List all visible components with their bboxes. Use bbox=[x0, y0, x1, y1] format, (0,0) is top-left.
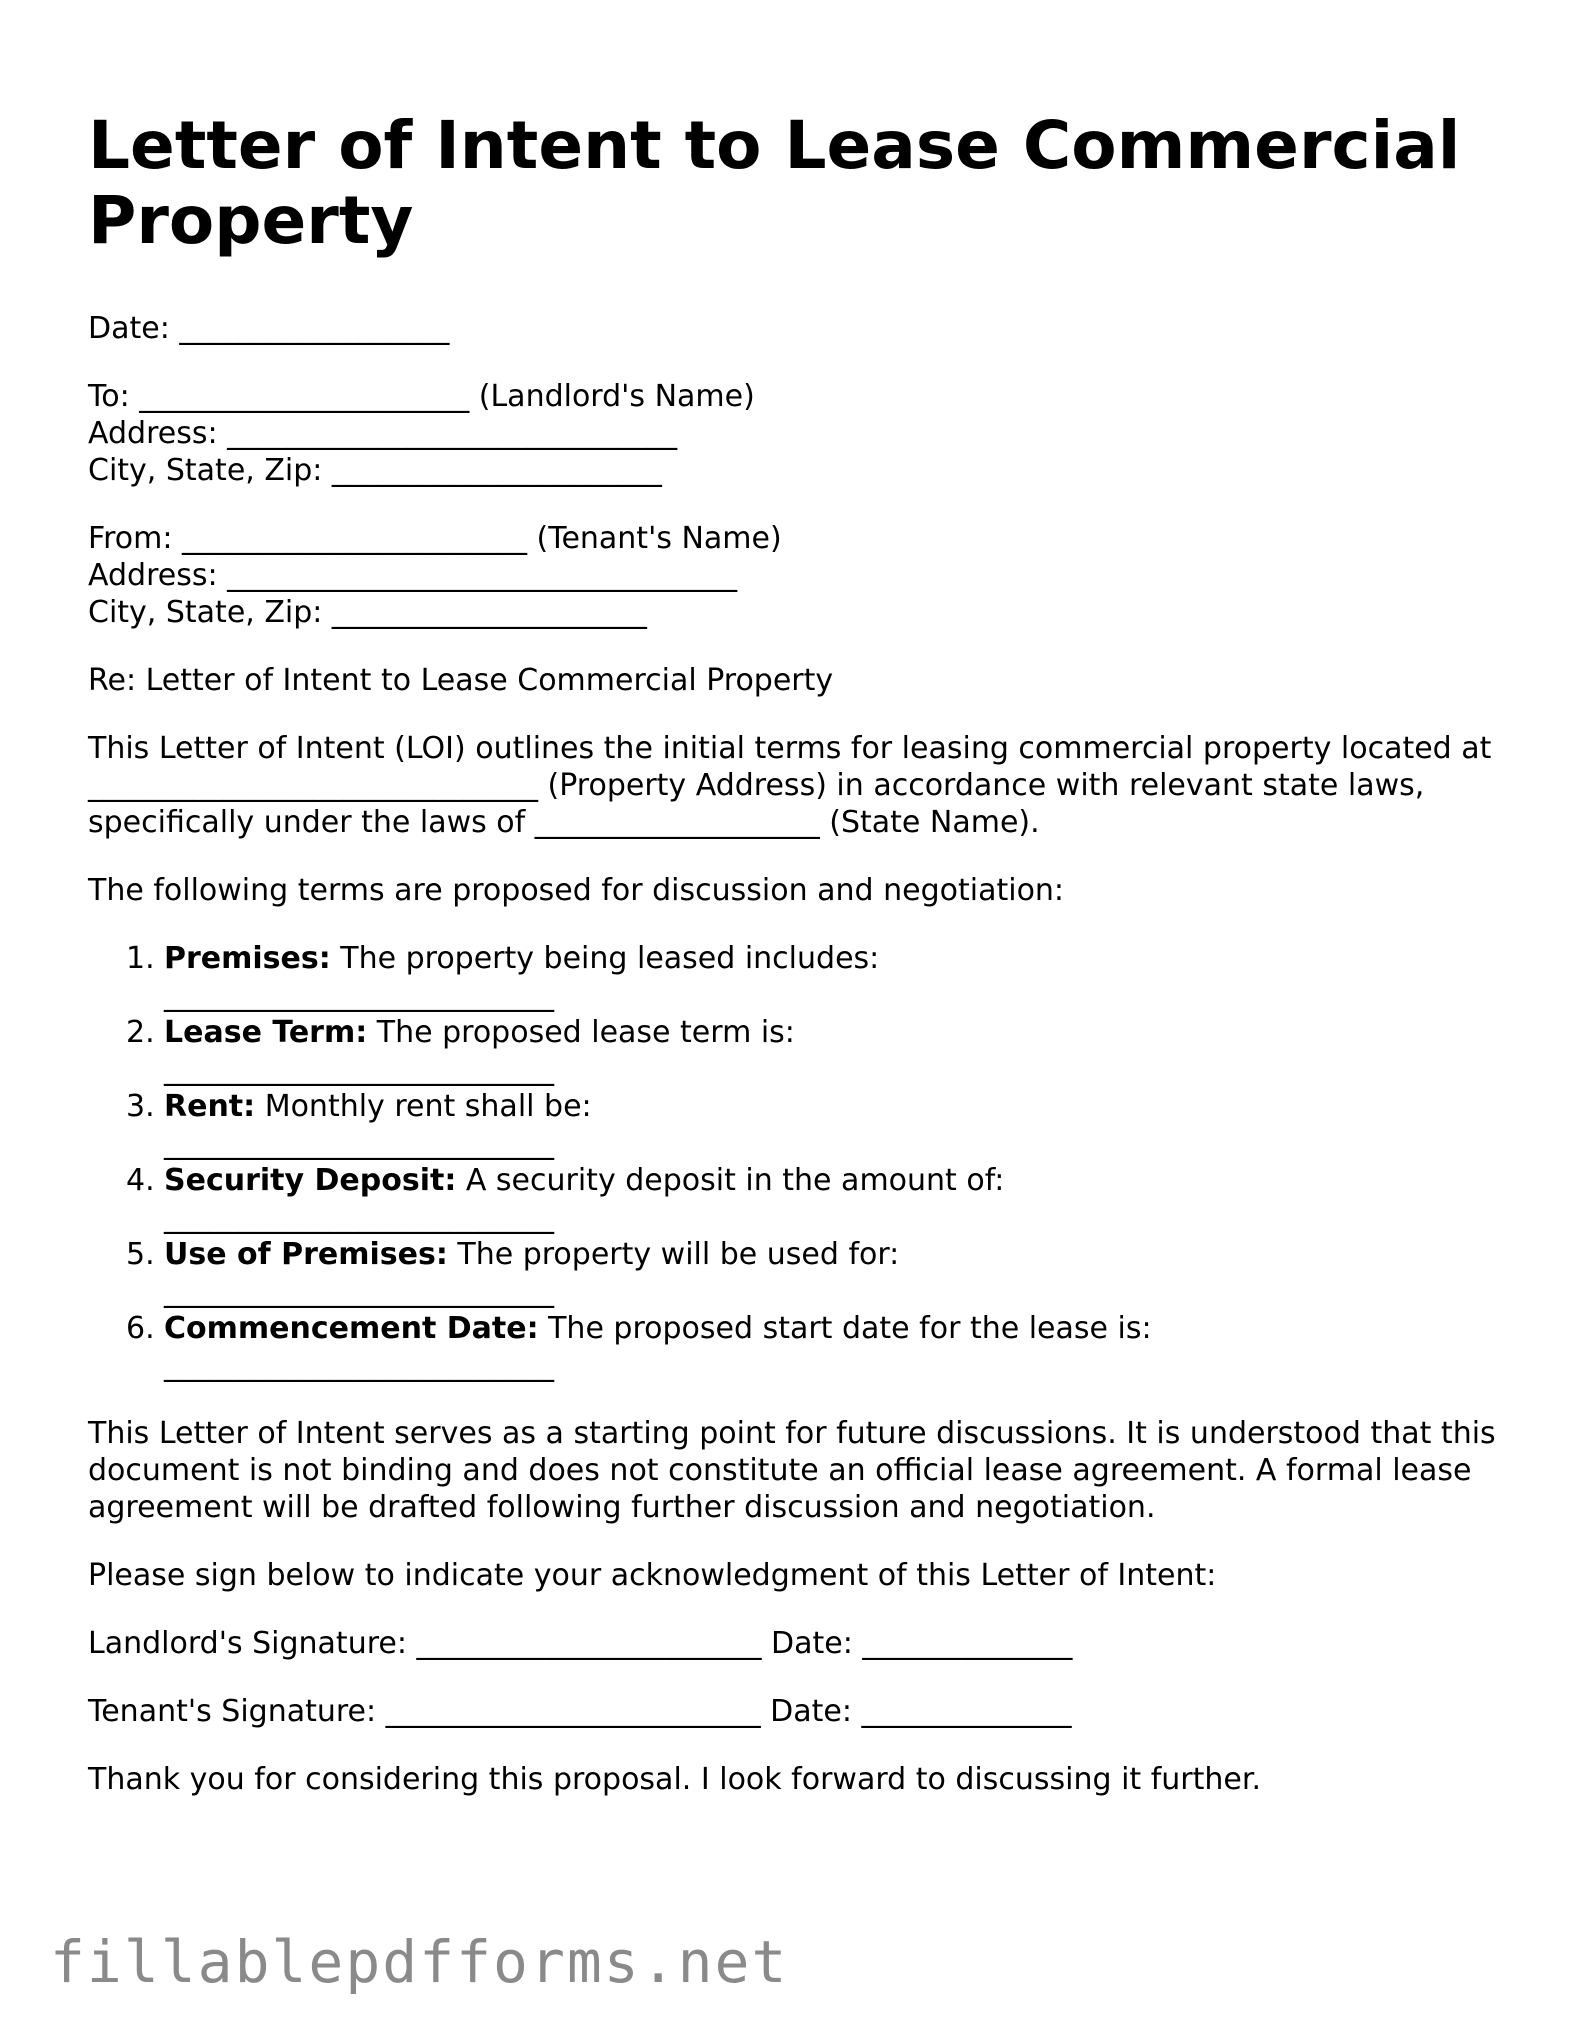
term-title: Rent: bbox=[164, 1089, 256, 1124]
term-number: 5. bbox=[126, 1237, 155, 1272]
sign-instruction: Please sign below to indicate your acknowledgment of this Letter of Intent: bbox=[88, 1558, 1217, 1593]
term-blank: __________________________ bbox=[164, 1126, 554, 1161]
term-item bbox=[88, 940, 1508, 1014]
term-number: 3. bbox=[126, 1089, 155, 1124]
sender-block bbox=[88, 520, 1508, 631]
term-blank: __________________________ bbox=[164, 1052, 554, 1087]
term-text: A security deposit in the amount of: bbox=[456, 1163, 1005, 1198]
term-text: The proposed lease term is: bbox=[367, 1015, 795, 1050]
term-title: Commencement Date: bbox=[164, 1311, 539, 1346]
tenant-signature-line: Tenant's Signature: _________________________ Date: ______________ bbox=[88, 1694, 1072, 1729]
term-number: 6. bbox=[126, 1311, 155, 1346]
intro-paragraph: This Letter of Intent (LOI) outlines the initial terms for leasing commercial property located at ______________________________ (Property Address) in accordance with relevant state laws, specifically under the laws of ___________________ (State Name). bbox=[88, 731, 1501, 840]
document-title: Letter of Intent to Lease Commercial Property bbox=[88, 107, 1461, 259]
landlord-signature-line: Landlord's Signature: _______________________ Date: ______________ bbox=[88, 1626, 1073, 1661]
term-text: Monthly rent shall be: bbox=[255, 1089, 592, 1124]
term-number: 1. bbox=[126, 941, 155, 976]
term-blank: __________________________ bbox=[164, 1274, 554, 1309]
sender-city-line: City, State, Zip: _____________________ bbox=[88, 595, 647, 630]
term-title: Premises: bbox=[164, 941, 331, 976]
term-title: Use of Premises: bbox=[164, 1237, 448, 1272]
recipient-address-line: Address: ______________________________ bbox=[88, 416, 678, 451]
term-text: The proposed start date for the lease is: bbox=[538, 1311, 1152, 1346]
watermark-text: fillablepdfforms.net bbox=[50, 1928, 789, 1996]
term-text: The property being leased includes: bbox=[330, 941, 880, 976]
term-blank: __________________________ bbox=[164, 978, 554, 1013]
term-number: 2. bbox=[126, 1015, 155, 1050]
thank-you-line: Thank you for considering this proposal. I look forward to discussing it further. bbox=[88, 1762, 1261, 1797]
closing-paragraph: This Letter of Intent serves as a starting point for future discussions. It is understood that this document is not binding and does not constitute an official lease agreement. A formal lease agreement will be drafted following further discussion and negotiation. bbox=[88, 1416, 1506, 1525]
term-item bbox=[88, 1088, 1508, 1162]
term-item bbox=[88, 1310, 1508, 1384]
term-item bbox=[88, 1236, 1508, 1310]
date-line: Date: __________________ bbox=[88, 311, 450, 346]
term-title: Lease Term: bbox=[164, 1015, 368, 1050]
terms-intro: The following terms are proposed for discussion and negotiation: bbox=[88, 873, 1065, 908]
term-item bbox=[88, 1014, 1508, 1088]
term-text: The property will be used for: bbox=[447, 1237, 900, 1272]
sender-name-line: From: _______________________ (Tenant's Name) bbox=[88, 521, 782, 556]
term-item bbox=[88, 1162, 1508, 1236]
recipient-block bbox=[88, 378, 1508, 489]
term-number: 4. bbox=[126, 1163, 155, 1198]
term-blank: __________________________ bbox=[164, 1348, 554, 1383]
subject-line: Re: Letter of Intent to Lease Commercial Property bbox=[88, 663, 834, 698]
document-page bbox=[88, 108, 1508, 1798]
term-blank: __________________________ bbox=[164, 1200, 554, 1235]
term-title: Security Deposit: bbox=[164, 1163, 457, 1198]
recipient-name-line: To: ______________________ (Landlord's Name) bbox=[88, 379, 755, 414]
sender-address-line: Address: __________________________________ bbox=[88, 558, 738, 593]
terms-list bbox=[88, 940, 1508, 1384]
recipient-city-line: City, State, Zip: ______________________ bbox=[88, 453, 662, 488]
